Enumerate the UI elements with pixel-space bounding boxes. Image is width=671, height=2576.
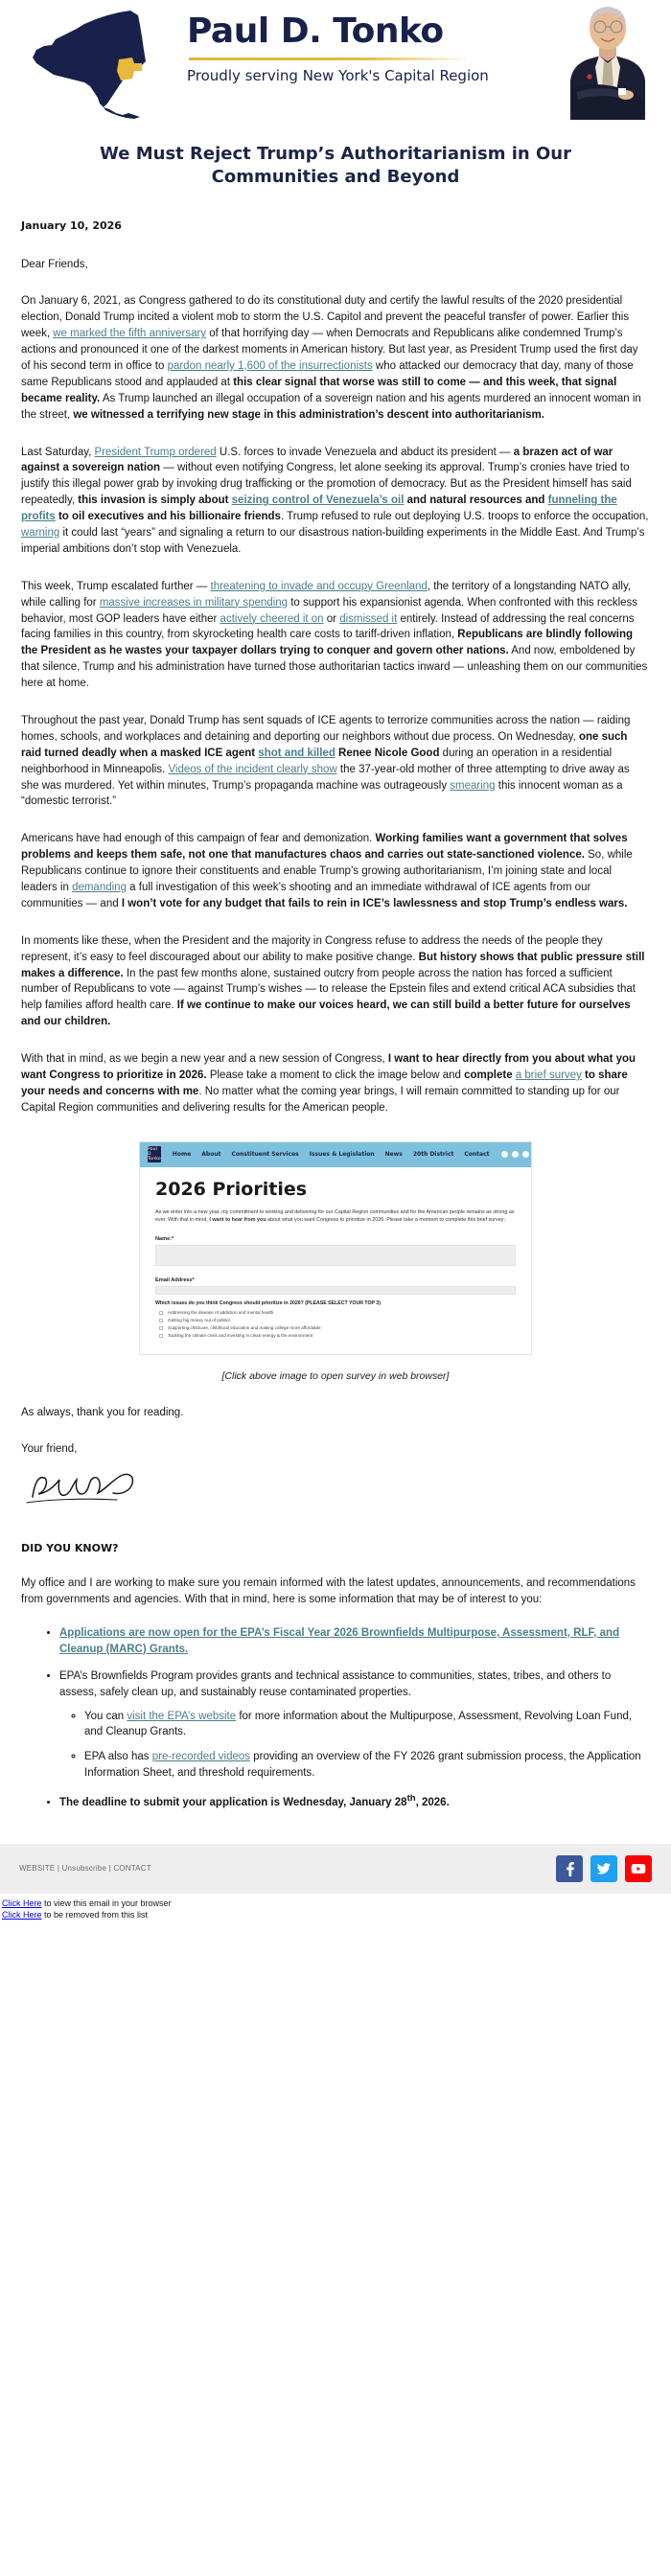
p1-bold-1: this clear signal that worse was still to come — and this week, that signal became reality.: [21, 376, 617, 404]
checkbox-icon[interactable]: [159, 1311, 163, 1315]
sub-1-pre: You can: [84, 1710, 127, 1722]
list-item: [59, 1625, 650, 1657]
new-york-state-map-icon: [27, 8, 171, 120]
congressman-name: Paul D. Tonko: [187, 12, 444, 51]
banner-text-block: [187, 13, 503, 84]
p7-text-a: With that in mind, as we begin a new year and a new session of Congress,: [21, 1053, 388, 1066]
p1-text-a: On January 6, 2021, as Congress gathered to do its constitutional duty and certify the lawful results of the 2020 presidential election, Donald Trump incited a violent mob to storm the U.S. Capitol and prevent the peaceful transfer of power. Earlier this week,: [21, 295, 630, 340]
p1-bold-2: we witnessed a terrifying new stage in this administration’s descent into authoritarianism.: [73, 408, 544, 421]
link-pre-recorded-videos[interactable]: pre-recorded videos: [151, 1751, 251, 1762]
link-pardon-insurrectionists[interactable]: pardon nearly 1,600 of the insurrectionists: [167, 359, 373, 372]
survey-email-input[interactable]: [155, 1286, 516, 1295]
p5-text-b: So, while Republicans continue to ignore their constituents and enable Trump’s growing authoritarianism, I’m joining state and local leaders in: [21, 849, 633, 893]
banner-tagline: Proudly serving New York's Capital Region: [187, 66, 489, 84]
p5-bold-2: I won’t vote for any budget that fails to rein in ICE’s lawlessness and stop Trump’s endless wars.: [121, 897, 628, 909]
survey-name-label: Name:*: [155, 1236, 174, 1243]
p1-text-d: As Trump launched an illegal occupation of a sovereign nation and his agents murdered an innocent woman in the street,: [21, 392, 641, 421]
paragraph-2: [21, 445, 650, 558]
thanks-line: As always, thank you for reading.: [21, 1407, 184, 1419]
p2-text-b: U.S. forces to invade Venezuela and abduct its president —: [216, 446, 514, 458]
link-fifth-anniversary[interactable]: we marked the fifth anniversary: [53, 328, 207, 340]
p4-text-b: during an operation in a residential neighborhood in Minneapolis.: [21, 747, 613, 775]
bullet-3-bold-after: , 2026.: [415, 1797, 450, 1809]
link-military-spending[interactable]: massive increases in military spending: [99, 596, 289, 609]
unsubscribe-block: [0, 1894, 671, 1935]
p2-text-e: it could last “years” and signaling a return to our disastrous nation-building experiments in the Middle East. And Trump’s imperial ambitions don’t stop with Venezuela.: [21, 526, 645, 555]
nav-item-20th-district[interactable]: 20th District: [412, 1151, 454, 1159]
did-you-know-heading: DID YOU KNOW?: [21, 1542, 119, 1555]
bullet-3-sup: th: [406, 1793, 416, 1805]
remove-from-list-line: [2, 1909, 669, 1921]
sub-2-pre: EPA also has: [84, 1751, 152, 1762]
link-epa-marc-grants[interactable]: Applications are now open for the EPA’s Fiscal Year 2026 Brownfields Multipurpose, Assessment, RLF, and Cleanup (MARC) Grants.: [59, 1626, 620, 1655]
checkbox-icon[interactable]: [159, 1326, 163, 1330]
p2-bold-3: and natural resources and: [404, 494, 548, 507]
p2-bold-4: to oil executives and his billionaire friends: [55, 511, 281, 523]
congressman-portrait: [553, 0, 663, 120]
did-you-know-sublist: [59, 1709, 650, 1782]
email-body: [0, 219, 671, 1811]
paragraph-4: [21, 713, 650, 810]
survey-page-body: [140, 1167, 531, 1355]
survey-intro: [155, 1208, 516, 1226]
instagram-icon[interactable]: [522, 1151, 529, 1158]
checkbox-icon[interactable]: [159, 1319, 163, 1322]
survey-intro-a: As we enter into a new year, my commitment to working and delivering for our Capital Region communities and for the American people remains as strong as ever. With that in mind,: [155, 1208, 515, 1224]
bullet-3-bold: The deadline to submit your application is Wednesday, January 28: [59, 1797, 407, 1809]
p4-text-d: this innocent woman as a “domestic terrorist.”: [21, 779, 623, 808]
survey-intro-b: about what you want Congress to prioritize in 2026. Please take a moment to complete this brief survey:: [266, 1217, 505, 1224]
p7-bold-2: complete: [464, 1070, 516, 1082]
bullet-2-text: EPA’s Brownfields Program provides grants and technical assistance to communities, states, tribes, and others to assess, safely clean up, and sustainably reuse contaminated properties.: [59, 1670, 612, 1698]
paragraph-1: [21, 293, 650, 423]
paragraph-7: [21, 1051, 650, 1116]
gold-divider: [189, 58, 467, 60]
survey-option-label: Supporting childcare, childhood education and making college more affordable: [168, 1325, 321, 1331]
p3-text-c: to support his expansionist agenda. When confronted with this reckless behavior, most GOP leaders have either: [21, 596, 638, 625]
link-brief-survey[interactable]: a brief survey: [515, 1070, 582, 1082]
link-epa-website[interactable]: visit the EPA’s website: [127, 1710, 237, 1722]
p7-bold-1: I want to hear directly from you about what you want Congress to prioritize in 2026.: [21, 1053, 636, 1082]
survey-option[interactable]: [159, 1310, 516, 1315]
facebook-icon[interactable]: [501, 1151, 508, 1158]
survey-option-label: Tackling the climate crisis and investing in clean energy & the environment: [168, 1333, 313, 1339]
p4-text-a: Throughout the past year, Donald Trump has sent squads of ICE agents to terrorize communities across the nation — raiding homes, schools, and workplaces and detaining and deporting our neighbors without due process. On Wednesday,: [21, 714, 631, 743]
survey-option[interactable]: [159, 1325, 516, 1330]
email-banner: [0, 0, 671, 120]
link-demanding[interactable]: demanding: [72, 882, 127, 893]
remove-from-list-link[interactable]: Click Here: [2, 1910, 42, 1920]
paragraph-6: [21, 933, 650, 1030]
survey-preview-image[interactable]: [139, 1141, 532, 1356]
survey-option-label: Getting big money out of politics: [168, 1318, 231, 1323]
link-invade-greenland[interactable]: threatening to invade and occupy Greenland: [210, 580, 428, 592]
p5-text-a: Americans have had enough of this campaign of fear and demonization.: [21, 833, 376, 845]
letter-date: January 10, 2026: [21, 218, 122, 232]
p3-text-f: And now, emboldened by that silence, Trump and his administration have turned those authoritarian tactics inward — unleashing them on our communities here at home.: [21, 645, 648, 690]
paragraph-3: [21, 579, 650, 692]
did-you-know-intro: My office and I are working to make sure you remain informed with the latest updates, announcements, and recommendations from governments and agencies. With that in mind, here is some information that may be of interest to you:: [21, 1577, 636, 1606]
p4-text-c: the 37-year-old mother of three attempting to drive away as she was murdered. Yet within minutes, Trump’s propaganda machine was outrageously: [21, 763, 630, 792]
p3-text-a: This week, Trump escalated further —: [21, 580, 211, 592]
twitter-icon[interactable]: [590, 1855, 617, 1882]
list-item: [59, 1668, 650, 1781]
list-item: [59, 1792, 650, 1811]
sub-2-post: providing an overview of the FY 2026 grant submission process, the Application Information Sheet, and threshold requirements.: [84, 1751, 641, 1779]
survey-site-logo: Paul D. Tonko: [148, 1147, 161, 1162]
sub-1-post: for more information about the Multipurpose, Assessment, Revolving Loan Fund, and Cleanup Grants.: [84, 1710, 633, 1738]
checkbox-icon[interactable]: [159, 1334, 163, 1338]
survey-name-input[interactable]: [155, 1245, 516, 1266]
p2-bold-1: a brazen act of war against a sovereign nation: [21, 446, 613, 474]
survey-nav-items: [173, 1151, 490, 1158]
survey-heading: 2026 Priorities: [155, 1178, 308, 1200]
did-you-know-list: [21, 1625, 650, 1811]
p6-bold-2: If we continue to make our voices heard, we can still build a better future for ourselves and our children.: [21, 1000, 631, 1028]
p1-text-c: who attacked our democracy that day, many of those same Republicans stood and applauded at: [21, 359, 634, 388]
list-item: [84, 1749, 650, 1781]
nav-item-contact[interactable]: Contact: [464, 1151, 490, 1159]
p7-text-b: Please take a moment to click the image below and: [206, 1070, 465, 1082]
p3-text-e: entirely. Instead of addressing the real concerns facing families in this country, from skyrocketing health care costs to tariff-driven inflation,: [21, 612, 635, 641]
survey-question: Which issues do you think Congress should prioritize in 2026? (PLEASE SELECT YOUR TOP 3): [155, 1300, 381, 1307]
twitter-icon[interactable]: [512, 1151, 519, 1158]
p2-bold-2: this invasion is simply about: [78, 494, 232, 507]
survey-social-icons: [501, 1151, 532, 1158]
view-in-browser-text: to view this email in your browser: [41, 1898, 172, 1908]
p4-bold-1: one such raid turned deadly when a masked ICE agent: [21, 730, 628, 759]
p3-text-d: or: [323, 612, 340, 625]
survey-image-caption: [Click above image to open survey in web browser]: [221, 1370, 450, 1383]
link-smearing[interactable]: smearing: [450, 779, 496, 792]
footer-links[interactable]: WEBSITE | Unsubscribe | CONTACT: [19, 1864, 151, 1874]
survey-site-navbar: [140, 1142, 531, 1167]
p2-text-c: — without even notifying Congress, let alone seeking its approval. Trump’s cronies have tried to justify this illegal power grab by invoking drug trafficking or the promotion of democracy. But as the President himself has said repeatedly,: [21, 462, 632, 507]
nav-item-home[interactable]: Home: [172, 1151, 192, 1159]
view-in-browser-link[interactable]: Click Here: [2, 1898, 42, 1908]
youtube-icon[interactable]: [625, 1855, 652, 1882]
p4-bold-2: Renee Nicole Good: [335, 747, 440, 759]
link-videos-of-incident[interactable]: Videos of the incident clearly show: [168, 763, 337, 775]
nav-item-issues-legislation[interactable]: Issues & Legislation: [309, 1151, 375, 1159]
link-seizing-control-oil[interactable]: seizing control of Venezuela’s oil: [231, 494, 405, 507]
nav-item-about[interactable]: About: [201, 1151, 221, 1159]
p3-bold-1: Republicans are blindly following the President as he wastes your taxpayer dollars trying to conquer and govern other nations.: [21, 629, 634, 657]
survey-option-label: Addressing the disease of addiction and mental health: [168, 1310, 274, 1316]
link-president-trump-ordered[interactable]: President Trump ordered: [94, 446, 217, 458]
email-footer: [0, 1844, 671, 1894]
link-warning[interactable]: warning: [21, 526, 60, 539]
p6-bold-1: But history shows that public pressure still makes a difference.: [21, 951, 645, 979]
nav-item-constituent-services[interactable]: Constituent Services: [231, 1151, 299, 1159]
view-in-browser-line: [2, 1898, 669, 1910]
link-shot-and-killed[interactable]: shot and killed: [258, 747, 336, 759]
link-dismissed-it[interactable]: dismissed it: [339, 612, 398, 625]
link-actively-cheered[interactable]: actively cheered it on: [220, 612, 324, 625]
signoff-line: Your friend,: [21, 1443, 78, 1456]
paul-tonko-signature: [25, 1468, 150, 1508]
survey-email-label: Email Address*: [155, 1277, 195, 1284]
p2-text-a: Last Saturday,: [21, 446, 95, 458]
survey-intro-bold: I want to hear from you: [209, 1217, 266, 1224]
list-item: [84, 1709, 650, 1740]
p3-text-b: , the territory of a longstanding NATO ally, while calling for: [21, 580, 632, 609]
remove-from-list-text: to be removed from this list: [41, 1910, 149, 1920]
p7-bold-3: to share your needs and concerns with me: [21, 1070, 628, 1097]
facebook-icon[interactable]: [556, 1855, 583, 1882]
page-title: We Must Reject Trump’s Authoritarianism in Our Communities and Beyond: [100, 144, 571, 187]
p2-text-d: . Trump refused to rule out deploying U.S. troops to enforce the occupation,: [280, 511, 649, 523]
p5-bold-1: Working families want a government that solves problems and keeps them safe, not one that manufactures chaos and carries out state-sanctioned violence.: [21, 833, 628, 862]
p7-text-c: . No matter what the coming year brings, I will remain committed to standing up for our Capital Region communities and delivering results for the American people.: [21, 1085, 620, 1114]
p1-text-b: of that horrifying day — when Democrats and Republicans alike condemned Trump’s actions and pronounced it one of the darkest moments in American history. But last year, as President Trump used the first day of his second term in office to: [21, 328, 638, 372]
p6-text-b: In the past few months alone, sustained outcry from people across the nation has forced a sufficient number of Republicans to vote — against Trump’s wishes — to release the Epstein files and extend critical ACA subsidies that help families afford health care.: [21, 967, 636, 1012]
footer-social-row: [556, 1855, 652, 1882]
nav-item-news[interactable]: News: [384, 1151, 403, 1159]
survey-option[interactable]: [159, 1333, 516, 1338]
p6-text-a: In moments like these, when the President and the majority in Congress refuse to address the needs of the people they represent, it’s easy to feel discouraged about our ability to make positive change.: [21, 934, 603, 963]
salutation: Dear Friends,: [21, 258, 88, 270]
p5-text-c: a full investigation of this week’s shooting and an immediate withdrawal of ICE agents from our communities — and: [21, 882, 591, 909]
survey-option[interactable]: [159, 1318, 516, 1322]
paragraph-5: [21, 831, 650, 911]
link-funneling-profits[interactable]: funneling the profits: [21, 494, 617, 523]
